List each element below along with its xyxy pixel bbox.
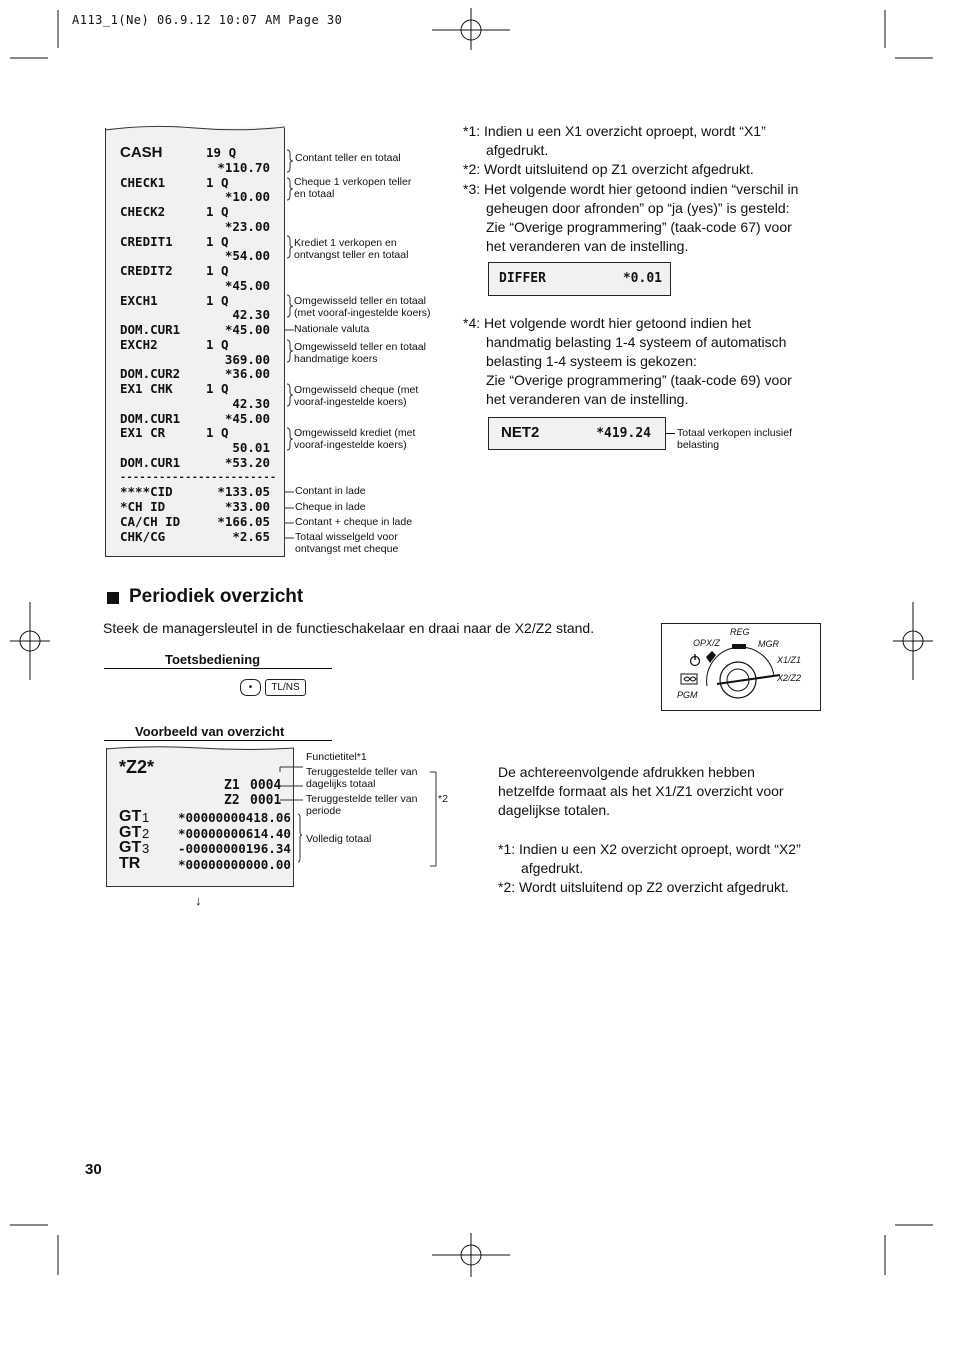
receipt-torn-edge-2 [106, 744, 294, 754]
ann-grand-total: Volledig totaal [306, 833, 372, 845]
receipt-line-label: DOM.CUR1 [120, 455, 181, 470]
receipt-line-label: EXCH2 [120, 337, 158, 352]
receipt-line-value: *45.00 [224, 411, 270, 426]
receipt-line-label: ------------------------ [120, 472, 277, 483]
receipt-line-value: *166.05 [217, 514, 270, 529]
receipt-line-value: 1 Q [206, 234, 229, 249]
bottom-footnote-1b: afgedrukt. [521, 860, 584, 876]
ann-ex1chk: Omgewisseld cheque (met vooraf-ingestelde koers) [294, 384, 419, 408]
receipt-line-label: DOM.CUR1 [120, 322, 181, 337]
gt-index: 1 [142, 810, 150, 825]
note-1-line2: afgedrukt. [486, 142, 549, 158]
z2-title: *Z2* [119, 757, 155, 777]
period-report-receipt [106, 748, 294, 887]
z2-value: 0001 [250, 793, 282, 808]
gt-value: -00000000196.34 [178, 841, 291, 856]
net2-label: NET2 [501, 424, 540, 441]
receipt-line-label: CREDIT2 [120, 263, 173, 278]
gt-label: TR [119, 854, 141, 872]
receipt-line-label: CHK/CG [120, 529, 166, 544]
ann-ex1cr: Omgewisseld krediet (met vooraf-ingestelde koers) [294, 427, 416, 451]
ann-chid: Cheque in lade [295, 501, 366, 513]
switch-pgm: PGM [677, 690, 698, 700]
ann-cash: Contant teller en totaal [295, 152, 401, 164]
bottom-note-p3: dagelijkse totalen. [498, 802, 611, 818]
net2-leader [665, 433, 675, 434]
receipt-line-label: DOM.CUR1 [120, 411, 181, 426]
feed-arrow-icon: ↓ [195, 893, 202, 908]
ann-net2: Totaal verkopen inclusief belasting [677, 427, 792, 451]
receipt-line-value: *33.00 [224, 499, 270, 514]
print-slug: A113_1(Ne) 06.9.12 10:07 AM Page 30 [72, 13, 343, 27]
gt-value: *00000000000.00 [178, 856, 291, 872]
net2-sample [488, 417, 666, 450]
switch-reg: REG [730, 627, 750, 637]
receipt-line-value: *10.00 [224, 189, 270, 204]
note-3-line1: *3: Het volgende wordt hier getoond indien “verschil in [463, 181, 799, 197]
receipt-line-value: 42.30 [232, 396, 270, 411]
page-number: 30 [85, 1161, 102, 1178]
section-title: Periodiek overzicht [129, 586, 304, 607]
note-4-line3: belasting 1-4 systeem is gekozen: [486, 353, 697, 369]
note-4-line4: Zie “Overige programmering” (taak-code 69) voor [486, 372, 792, 388]
net2-value: *419.24 [596, 426, 651, 441]
receipt-line-value: 50.01 [232, 440, 270, 455]
example-heading-rule [104, 740, 332, 741]
receipt-line-label: EXCH1 [120, 293, 158, 308]
tlns-key: TL/NS [265, 679, 306, 696]
ann-credit1: Krediet 1 verkopen en ontvangst teller en totaal [294, 237, 409, 261]
receipt-line-value: *36.00 [224, 366, 270, 381]
gt-label: GT [119, 823, 142, 841]
switch-mgr: MGR [758, 639, 779, 649]
bottom-note-p1: De achtereenvolgende afdrukken hebben [498, 764, 755, 780]
differ-value: *0.01 [622, 271, 662, 286]
note-1-line1: *1: Indien u een X1 overzicht oproept, wordt “X1” [463, 123, 766, 139]
receipt-line-value: 1 Q [206, 263, 229, 278]
bottom-note-p2: hetzelfde formaat als het X1/Z1 overzicht voor [498, 783, 784, 799]
ann-exch2: Omgewisseld teller en totaal handmatige koers [294, 341, 426, 365]
ann-star2: *2 [438, 793, 448, 805]
switch-x2z2: X2/Z2 [777, 673, 802, 683]
receipt-line-value: 19 Q [206, 145, 237, 160]
section-marker [107, 592, 119, 604]
receipt-line-value: *2.65 [232, 529, 270, 544]
switch-opxz: OPX/Z [693, 638, 721, 648]
receipt-line-value: 1 Q [206, 337, 229, 352]
receipt-line-label: *CH ID [120, 499, 166, 514]
note-3-line3: Zie “Overige programmering” (taak-code 67) voor [486, 219, 792, 235]
ann-exch1: Omgewisseld teller en totaal (met vooraf-ingestelde koers) [294, 295, 431, 319]
section-intro: Steek de managersleutel in de functieschakelaar en draai naar de X2/Z2 stand. [103, 620, 595, 636]
receipt-line-value: *133.05 [217, 484, 270, 499]
receipt-line-label: CA/CH ID [120, 514, 181, 529]
keys-heading-rule [104, 668, 332, 669]
receipt-line-value: *54.00 [224, 248, 270, 263]
z1-label: Z1 [224, 778, 240, 793]
bottom-footnote-2: *2: Wordt uitsluitend op Z2 overzicht afgedrukt. [498, 879, 789, 895]
receipt-line-label: EX1 CHK [120, 381, 173, 396]
gt-label: GT [119, 808, 142, 825]
differ-sample [488, 262, 671, 296]
receipt-line-value: 1 Q [206, 204, 229, 219]
receipt-line-value: 1 Q [206, 293, 229, 308]
receipt-line-label: CHECK1 [120, 175, 166, 190]
note-3-line2: geheugen door afronden” op “ja (yes)” is gesteld: [486, 200, 790, 216]
note-2: *2: Wordt uitsluitend op Z1 overzicht afgedrukt. [463, 161, 754, 177]
rotary-switch [706, 644, 780, 698]
power-icon [691, 654, 700, 666]
receipt-torn-edge [105, 124, 285, 134]
subtotal-key: • [240, 679, 261, 696]
receipt-line-value: 369.00 [224, 352, 270, 367]
receipt-line-value: 1 Q [206, 175, 229, 190]
note-4-line2: handmatig belasting 1-4 systeem of automatisch [486, 334, 787, 350]
ann-cachid: Contant + cheque in lade [295, 516, 413, 528]
ann-period-reset: Teruggestelde teller van periode [306, 793, 418, 817]
ann-check1: Cheque 1 verkopen teller en totaal [294, 176, 412, 200]
note-3-line4: het veranderen van de instelling. [486, 238, 689, 254]
ann-cid: Contant in lade [295, 485, 366, 497]
ann-domcur: Nationale valuta [294, 323, 370, 335]
receipt-line-value: 42.30 [232, 307, 270, 322]
receipt-line-value: *53.20 [224, 455, 270, 470]
receipt-line-label: DOM.CUR2 [120, 366, 181, 381]
receipt-line-value: 1 Q [206, 381, 229, 396]
ann-chkcg: Totaal wisselgeld voor ontvangst met cheque [295, 531, 399, 555]
gt-value: *00000000614.40 [178, 825, 291, 841]
gt-value: *00000000418.06 [178, 810, 291, 825]
note-4-line1: *4: Het volgende wordt hier getoond indien het [463, 315, 751, 331]
receipt-line-label: ****CID [120, 484, 173, 499]
receipt-line-value: *110.70 [217, 160, 270, 175]
ann-daily-reset: Teruggestelde teller van dagelijks totaal [306, 766, 418, 790]
gt-index: 2 [142, 825, 150, 841]
z2-label: Z2 [224, 793, 240, 808]
receipt-line-value: *23.00 [224, 219, 270, 234]
receipt-line-label: CASH [120, 144, 163, 161]
example-heading: Voorbeeld van overzicht [135, 724, 285, 739]
note-4-line5: het veranderen van de instelling. [486, 391, 689, 407]
receipt-line-label: CHECK2 [120, 204, 166, 219]
mode-switch-diagram [661, 623, 821, 711]
receipt-line-value: *45.00 [224, 322, 270, 337]
keys-heading: Toetsbediening [165, 652, 261, 667]
receipt-line-label: CREDIT1 [120, 234, 173, 249]
switch-x1z1: X1/Z1 [777, 655, 802, 665]
gt-label: GT [119, 839, 142, 856]
z1-value: 0004 [250, 778, 282, 793]
receipt-line-label: EX1 CR [120, 425, 166, 440]
receipt-line-value: *45.00 [224, 278, 270, 293]
ann-functietitel: Functietitel*1 [306, 751, 367, 763]
gt-index: 3 [142, 841, 150, 856]
infinity-icon [681, 674, 697, 684]
receipt-line-value: 1 Q [206, 425, 229, 440]
bottom-footnote-1: *1: Indien u een X2 overzicht oproept, wordt “X2” [498, 841, 801, 857]
differ-label: DIFFER [499, 271, 546, 286]
